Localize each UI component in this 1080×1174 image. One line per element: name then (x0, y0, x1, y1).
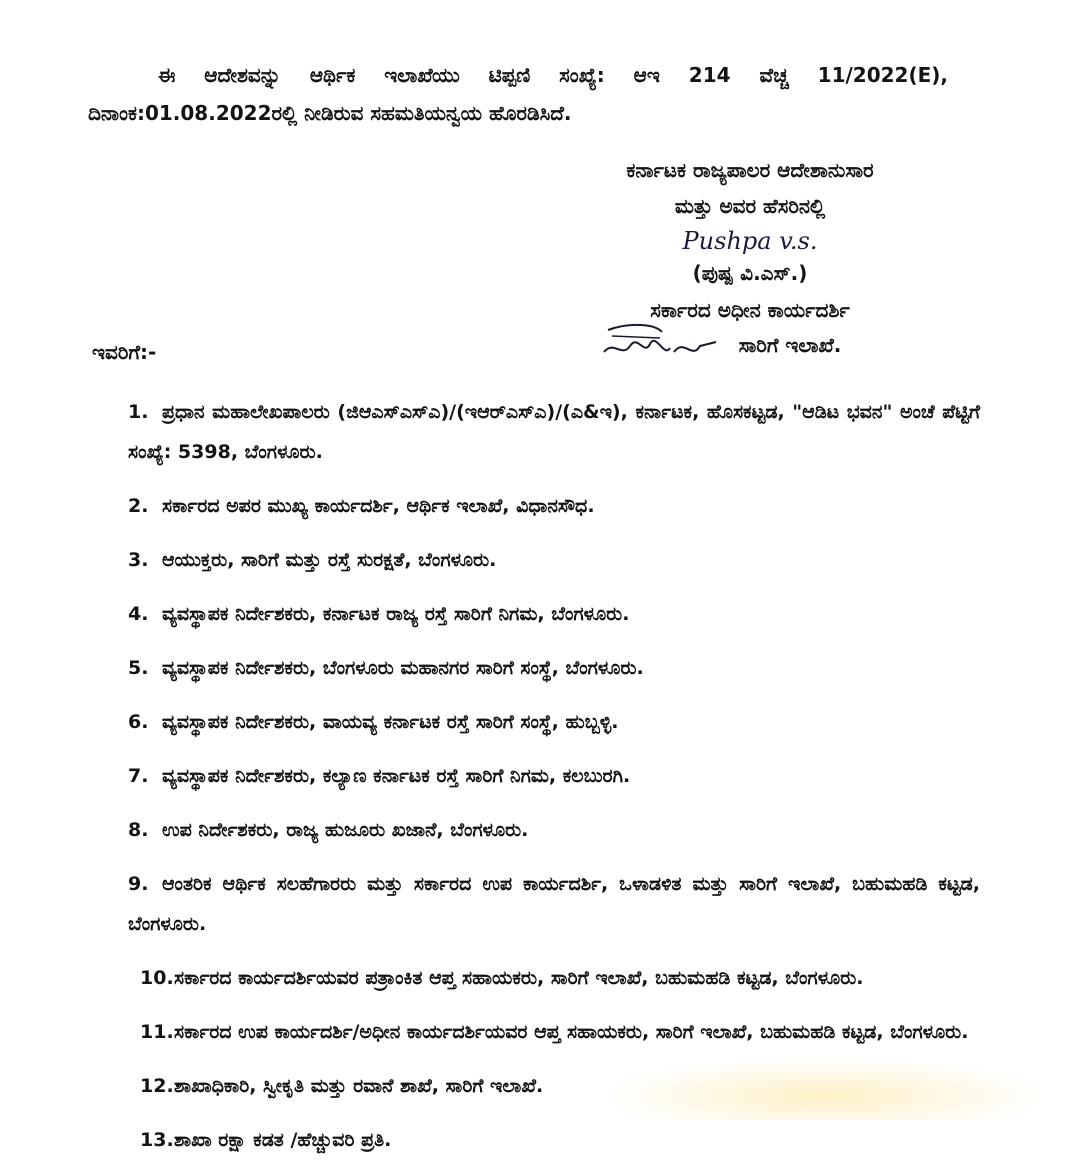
recipient-text: ಸರ್ಕಾರದ ಅಪರ ಮುಖ್ಯ ಕಾರ್ಯದರ್ಶಿ, ಆರ್ಥಿಕ ಇಲಾಖೆ, ವಿಧಾನಸೌಧ. (162, 495, 595, 517)
recipient-row (128, 756, 980, 796)
recipient-row (128, 864, 980, 944)
recipient-item (128, 486, 980, 526)
recipient-text: ಸರ್ಕಾರದ ಉಪ ಕಾರ್ಯದರ್ಶಿ/ಅಧೀನ ಕಾರ್ಯದರ್ಶಿಯವರ ಆಪ್ತ ಸಹಾಯಕರು, ಸಾರಿಗೆ ಇಲಾಖೆ, ಬಹುಮಹಡಿ ಕಟ್ಟಡ, ಬೆಂಗಳೂರು. (174, 1021, 969, 1043)
recipient-item (128, 702, 980, 742)
recipient-number: 5. (128, 657, 149, 679)
recipient-item (128, 810, 980, 850)
recipient-row (128, 648, 980, 688)
recipient-item (128, 756, 980, 796)
recipient-number: 11. (140, 1021, 174, 1043)
paper-stain (610, 1060, 1040, 1120)
recipient-list (128, 392, 980, 1174)
recipient-item (128, 864, 980, 944)
recipient-text: ವ್ಯವಸ್ಥಾಪಕ ನಿರ್ದೇಶಕರು, ವಾಯವ್ಯ ಕರ್ನಾಟಕ ರಸ್ತೆ ಸಾರಿಗೆ ಸಂಸ್ಥೆ, ಹುಬ್ಬಳ್ಳಿ. (162, 711, 619, 733)
recipient-item (140, 1120, 980, 1160)
recipient-number: 7. (128, 765, 149, 787)
recipient-text: ವ್ಯವಸ್ಥಾಪಕ ನಿರ್ದೇಶಕರು, ಕಲ್ಯಾಣ ಕರ್ನಾಟಕ ರಸ್ತೆ ಸಾರಿಗೆ ನಿಗಮ, ಕಲಬುರಗಿ. (162, 765, 631, 787)
initials-scribble-icon (600, 318, 720, 366)
recipient-number: 4. (128, 603, 149, 625)
recipient-number: 1. (128, 401, 149, 423)
recipient-text: ಸರ್ಕಾರದ ಕಾರ್ಯದರ್ಶಿಯವರ ಪತ್ರಾಂಕಿತ ಆಪ್ತ ಸಹಾಯಕರು, ಸಾರಿಗೆ ಇಲಾಖೆ, ಬಹುಮಹಡಿ ಕಟ್ಟಡ, ಬೆಂಗಳೂರು. (174, 967, 864, 989)
recipient-text: ವ್ಯವಸ್ಥಾಪಕ ನಿರ್ದೇಶಕರು, ಬೆಂಗಳೂರು ಮಹಾನಗರ ಸಾರಿಗೆ ಸಂಸ್ಥೆ, ಬೆಂಗಳೂರು. (162, 657, 644, 679)
signatory-name: (ಪುಷ್ಪ ವಿ.ಎಸ್.) (692, 261, 808, 285)
signature-authority-line-2: ಮತ್ತು ಅವರ ಹೆಸರಿನಲ್ಲಿ (674, 194, 826, 218)
recipient-item (128, 540, 980, 580)
recipient-row (128, 392, 980, 472)
recipient-number: 9. (128, 873, 149, 895)
recipient-text: ಪ್ರಧಾನ ಮಹಾಲೇಖಪಾಲರು (ಜಿಆಎಸ್‌ಎಸ್‌ಎ)/(ಇಆರ್‌ಎಸ್‌ಎ)/(ಎ&ಇ), ಕರ್ನಾಟಕ, ಹೊಸಕಟ್ಟಡ, "ಆಡಿಟ ಭವನ" ಅಂಚೆ ಪೆಟ್ಟಿಗೆ ಸಂಖ್ಯೆ: 5398, ಬೆಂಗಳೂರು. (128, 401, 980, 463)
recipient-row (128, 810, 980, 850)
recipient-item (140, 1012, 980, 1052)
recipient-number: 2. (128, 495, 149, 517)
intro-paragraph: ಈ ಆದೇಶವನ್ನು ಆರ್ಥಿಕ ಇಲಾಖೆಯು ಟಿಪ್ಪಣಿ ಸಂಖ್ಯೆ: ಆಇ 214 ವೆಚ್ಚ 11/2022(E), ದಿನಾಂಕ:01.08.2022ರಲ್ಲಿ ನೀಡಿರುವ ಸಹಮತಿಯನ್ವಯ ಹೊರಡಿಸಿದೆ. (88, 63, 948, 125)
recipient-text: ಆಯುಕ್ತರು, ಸಾರಿಗೆ ಮತ್ತು ರಸ್ತೆ ಸುರಕ್ಷತೆ, ಬೆಂಗಳೂರು. (162, 549, 497, 571)
recipient-row (128, 702, 980, 742)
recipient-number: 10. (140, 967, 174, 989)
recipient-number: 12. (140, 1075, 174, 1097)
recipient-row (140, 958, 980, 998)
recipient-item (140, 958, 980, 998)
recipient-row (140, 1012, 980, 1052)
recipient-text: ವ್ಯವಸ್ಥಾಪಕ ನಿರ್ದೇಶಕರು, ಕರ್ನಾಟಕ ರಾಜ್ಯ ರಸ್ತೆ ಸಾರಿಗೆ ನಿಗಮ, ಬೆಂಗಳೂರು. (162, 603, 630, 625)
recipient-number: 8. (128, 819, 149, 841)
recipient-text: ಉಪ ನಿರ್ದೇಶಕರು, ರಾಜ್ಯ ಹುಜೂರು ಖಜಾನೆ, ಬೆಂಗಳೂರು. (162, 819, 529, 841)
recipient-row (128, 486, 980, 526)
recipients-heading: ಇವರಿಗೆ:- (92, 340, 157, 364)
recipient-number: 3. (128, 549, 149, 571)
recipient-row (128, 594, 980, 634)
recipient-number: 13. (140, 1129, 174, 1151)
signatory-designation: ಸರ್ಕಾರದ ಅಧೀನ ಕಾರ್ಯದರ್ಶಿ (650, 298, 850, 322)
signatory-department: ಸಾರಿಗೆ ಇಲಾಖೆ. (738, 333, 842, 357)
handwritten-signature: Pushpa v.s. (682, 227, 818, 255)
signature-authority-line: ಕರ್ನಾಟಕ ರಾಜ್ಯಪಾಲರ ಆದೇಶಾನುಸಾರ (626, 158, 874, 182)
recipient-item (128, 392, 980, 472)
recipient-item (128, 594, 980, 634)
recipient-text: ಶಾಖಾ ರಕ್ಷಾ ಕಡತ /ಹೆಚ್ಚುವರಿ ಪ್ರತಿ. (174, 1129, 392, 1151)
recipient-number: 6. (128, 711, 149, 733)
recipient-row (128, 540, 980, 580)
recipient-text: ಶಾಖಾಧಿಕಾರಿ, ಸ್ವೀಕೃತಿ ಮತ್ತು ರವಾನೆ ಶಾಖೆ, ಸಾರಿಗೆ ಇಲಾಖೆ. (174, 1075, 544, 1097)
recipient-row (140, 1120, 980, 1160)
recipient-text: ಆಂತರಿಕ ಆರ್ಥಿಕ ಸಲಹೆಗಾರರು ಮತ್ತು ಸರ್ಕಾರದ ಉಪ ಕಾರ್ಯದರ್ಶಿ, ಒಳಾಡಳಿತ ಮತ್ತು ಸಾರಿಗೆ ಇಲಾಖೆ, ಬಹುಮಹಡಿ ಕಟ್ಟಡ, ಬೆಂಗಳೂರು. (128, 873, 980, 935)
recipient-item (128, 648, 980, 688)
